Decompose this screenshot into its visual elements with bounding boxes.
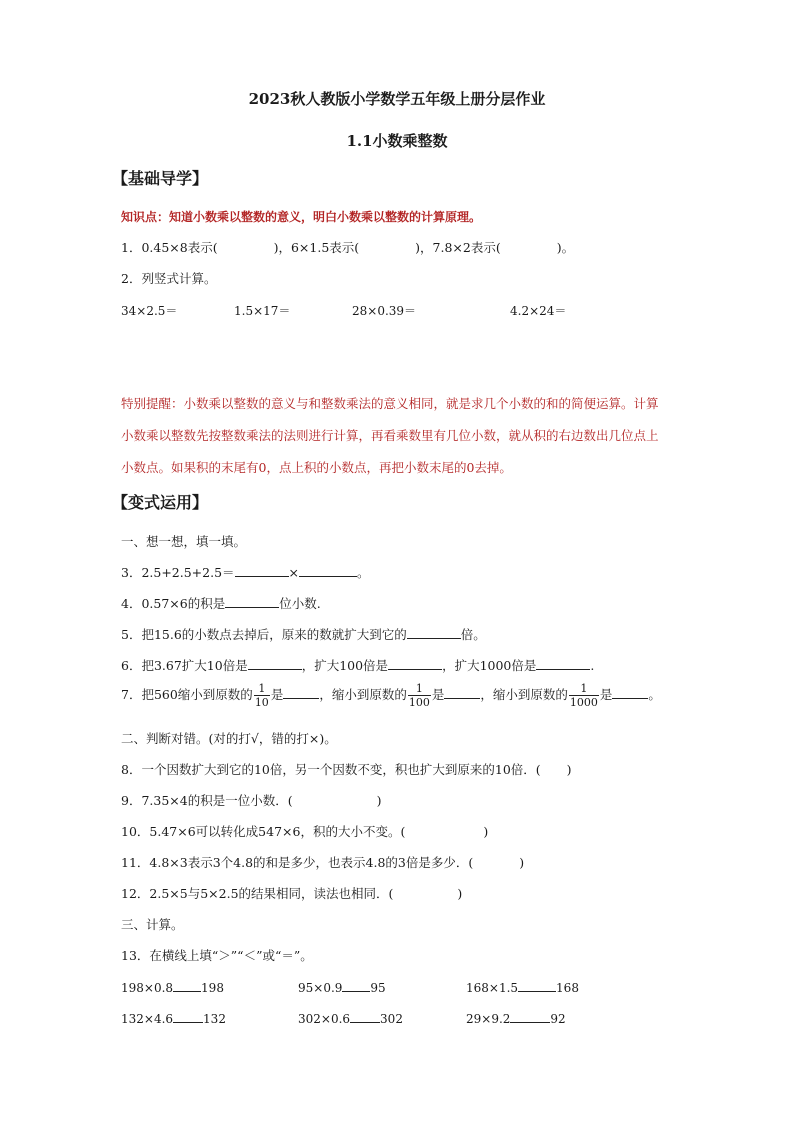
- fraction-one-tenth: $\frac{1}{10}$: [254, 682, 269, 709]
- compare-blank[interactable]: [518, 979, 556, 992]
- question-2: 2．列竖式计算。: [121, 271, 217, 286]
- calc-item: 28×0.39＝: [352, 304, 417, 318]
- q3-part2: ×: [288, 565, 300, 580]
- fraction-one-hundredth: $\frac{1}{100}$: [408, 682, 430, 709]
- question-7: [121, 682, 661, 709]
- q4-part2: 位小数.: [279, 596, 321, 611]
- q7-part5: ，缩小到原数的: [480, 687, 568, 702]
- q3-blank-1[interactable]: [235, 564, 289, 577]
- lesson-title: 1.1小数乘整数: [346, 132, 448, 150]
- reminder-line: 小数点。如果积的末尾有0，点上积的小数点，再把小数末尾的0去掉。: [121, 460, 512, 475]
- judge-text: 12．2.5×5与5×2.5的结果相同，读法也相同．(: [121, 886, 394, 901]
- knowledge-point: 知识点：知道小数乘以整数的意义，明白小数乘以整数的计算原理。: [121, 210, 482, 224]
- question-1: [121, 238, 574, 256]
- compare-item: 198×0.8 198: [121, 981, 224, 995]
- q7-part3: ，缩小到原数的: [319, 687, 407, 702]
- judge-close: ): [483, 824, 489, 839]
- part-2-heading: 二、判断对错。(对的打√，错的打×)。: [121, 731, 337, 746]
- q5-part1: 5．把15.6的小数点去掉后，原来的数就扩大到它的: [121, 627, 407, 642]
- compare-blank[interactable]: [342, 979, 370, 992]
- judge-close: ): [519, 855, 525, 870]
- reminder-line: 小数乘以整数先按整数乘法的法则进行计算，再看乘数里有几位小数，就从积的右边数出几位点上: [121, 428, 659, 443]
- question-5: [121, 625, 486, 643]
- q6-part1: 6．把3.67扩大10倍是: [121, 658, 248, 673]
- question-4: [121, 594, 321, 612]
- question-3: [121, 563, 370, 581]
- judge-close: ): [376, 793, 382, 808]
- compare-item: 302×0.6 302: [298, 1012, 403, 1026]
- q7-part1: 7．把560缩小到原数的: [121, 687, 253, 702]
- fraction-one-thousandth: $\frac{1}{1000}$: [569, 682, 598, 709]
- compare-blank[interactable]: [173, 1010, 203, 1023]
- calc-item: 1.5×17＝: [234, 304, 291, 318]
- q6-blank-2[interactable]: [388, 657, 442, 670]
- q3-blank-2[interactable]: [299, 564, 357, 577]
- q6-part3: ，扩大1000倍是: [442, 658, 537, 673]
- judge-close: ): [457, 886, 463, 901]
- compare-item: 132×4.6 132: [121, 1012, 226, 1026]
- q7-blank-2[interactable]: [444, 686, 480, 699]
- q4-blank[interactable]: [225, 595, 279, 608]
- q3-part1: 3．2.5+2.5+2.5＝: [121, 565, 235, 580]
- calc-item: 34×2.5＝: [121, 304, 178, 318]
- compare-blank[interactable]: [350, 1010, 380, 1023]
- q1-part4: )。: [556, 240, 575, 255]
- calc-item: 4.2×24＝: [510, 304, 567, 318]
- compare-blank[interactable]: [173, 979, 201, 992]
- judge-item: [121, 791, 381, 809]
- judge-close: ): [566, 762, 572, 777]
- q5-blank[interactable]: [407, 626, 461, 639]
- compare-item: 168×1.5 168: [466, 981, 579, 995]
- judge-text: 11．4.8×3表示3个4.8的和是多少，也表示4.8的3倍是多少．(: [121, 855, 474, 870]
- q7-part4: 是: [431, 687, 445, 702]
- compare-item: 95×0.9 95: [298, 981, 386, 995]
- q4-part1: 4．0.57×6的积是: [121, 596, 226, 611]
- section-heading-basic: 【基础导学】: [112, 169, 209, 188]
- judge-text: 9．7.35×4的积是一位小数．(: [121, 793, 293, 808]
- q7-blank-1[interactable]: [283, 686, 319, 699]
- part-3-heading: 三、计算。: [121, 917, 184, 932]
- part-1-heading: 一、想一想，填一填。: [121, 534, 247, 549]
- special-reminder: [121, 388, 659, 484]
- q6-part2: ，扩大100倍是: [301, 658, 389, 673]
- question-13: 13．在横线上填“＞”“＜”或“＝”。: [121, 948, 313, 963]
- q7-part7: 。: [648, 687, 661, 702]
- q1-part1: 1．0.45×8表示(: [121, 240, 218, 255]
- judge-text: 10．5.47×6可以转化成547×6，积的大小不变。(: [121, 824, 406, 839]
- judge-text: 8．一个因数扩大到它的10倍，另一个因数不变，积也扩大到原来的10倍．(: [121, 762, 541, 777]
- q7-part6: 是: [599, 687, 613, 702]
- question-6: [121, 656, 594, 674]
- q1-part3: )，7.8×2表示(: [415, 240, 501, 255]
- compare-item: 29×9.2 92: [466, 1012, 566, 1026]
- reminder-line: 特别提醒：小数乘以整数的意义与和整数乘法的意义相同，就是求几个小数的和的简便运算。计算: [121, 396, 659, 411]
- q3-part3: 。: [357, 565, 370, 580]
- q6-blank-1[interactable]: [248, 657, 302, 670]
- judge-item: [121, 822, 488, 840]
- judge-item: [121, 760, 572, 778]
- document-title: 2023秋人教版小学数学五年级上册分层作业: [248, 90, 546, 108]
- compare-blank[interactable]: [510, 1010, 550, 1023]
- section-heading-variants: 【变式运用】: [112, 493, 209, 512]
- q7-part2: 是: [270, 687, 284, 702]
- q7-blank-3[interactable]: [612, 686, 648, 699]
- q6-blank-3[interactable]: [536, 657, 590, 670]
- judge-item: [121, 884, 462, 902]
- q5-part2: 倍。: [460, 627, 486, 642]
- q6-part4: .: [590, 658, 595, 673]
- judge-item: [121, 853, 524, 871]
- q1-part2: )，6×1.5表示(: [273, 240, 360, 255]
